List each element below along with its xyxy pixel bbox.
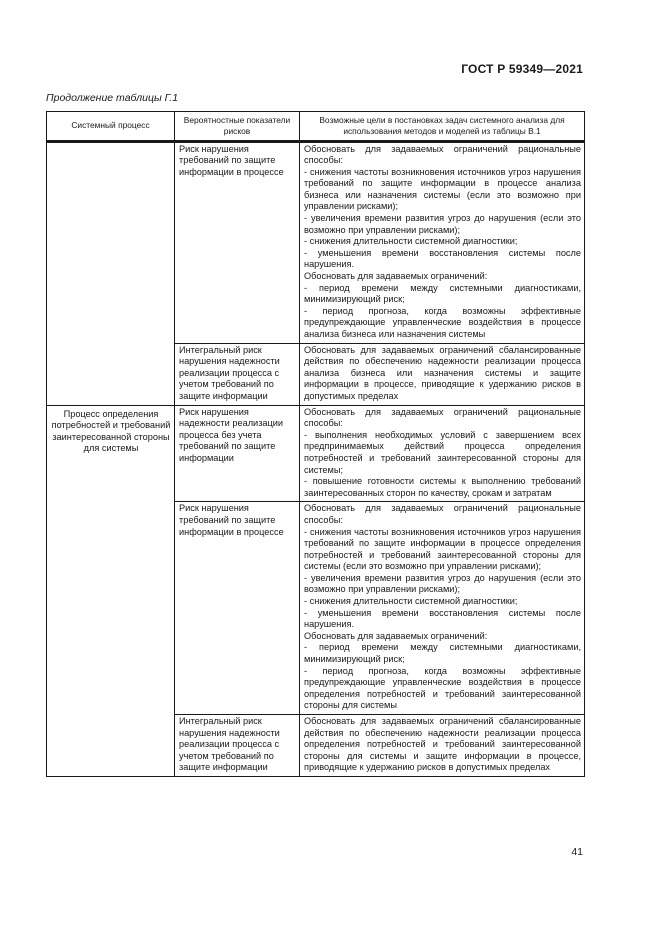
risk-cell: Риск нарушения требований по защите информации в процессе xyxy=(175,502,300,715)
goal-cell: Обосновать для задаваемых ограничений рациональные способы: - выполнения необходимых условий с завершением всех предпринимаемых действий процесса определения потребностей и требований заинтересованной стороны для системы; - повышение готовности системы к выполнению требований заинтересованных сторон по качеству, срокам и затратам xyxy=(300,405,585,502)
goal-cell: Обосновать для задаваемых ограничений рациональные способы: - снижения частоты возникновения источников угроз нарушения требований по защите информации в процессе анализа бизнеса или назначения системы (если это возможно при управлении рисками); - увеличения времени развития угроз до нарушения (если это возможно при управлении рисками); - снижения длительности системной диагностики; - уменьшения времени восстановления системы после нарушения. Обосновать для задаваемых ограничений: - период времени между системными диагностиками, минимизирующий риск; - период прогноза, когда возможны эффективные предупреждающие управленческие воздействия в процессе анализа бизнеса или назначения системы xyxy=(300,142,585,343)
goal-cell: Обосновать для задаваемых ограничений сбалансированные действия по обеспечению надежности реализации процесса определения потребностей и требований заинтересованной стороны для системы и защите информации в процессе, приводящие к удержанию рисков в допустимых пределах xyxy=(300,715,585,777)
table-continuation-caption: Продолжение таблицы Г.1 xyxy=(46,92,179,104)
risk-cell: Интегральный риск нарушения надежности реализации процесса с учетом требований по защите информации xyxy=(175,343,300,405)
standard-header: ГОСТ Р 59349—2021 xyxy=(461,62,583,76)
column-header-goals: Возможные цели в постановках задач системного анализа для использования методов и моделей из таблицы В.1 xyxy=(300,112,585,141)
column-header-risk: Вероятностные показатели рисков xyxy=(175,112,300,141)
table-row xyxy=(47,142,585,343)
page-number: 41 xyxy=(571,846,583,858)
goal-cell: Обосновать для задаваемых ограничений рациональные способы: - снижения частоты возникновения источников угроз нарушения требований по защите информации в процессе определения потребностей и требований заинтересованной стороны для системы (если это возможно при управлении рисками); - увеличения времени развития угроз до нарушения (если это возможно при управлении рисками); - снижения длительности системной диагностики; - уменьшения времени восстановления системы после нарушения. Обосновать для задаваемых ограничений: - период времени между системными диагностиками, минимизирующий риск; - период прогноза, когда возможны эффективные предупреждающие управленческие воздействия в процессе определения потребностей и требований заинтересованной стороны для системы xyxy=(300,502,585,715)
risk-cell: Риск нарушения требований по защите информации в процессе xyxy=(175,142,300,343)
column-header-process: Системный процесс xyxy=(47,112,175,141)
risk-cell: Интегральный риск нарушения надежности реализации процесса с учетом требований по защите информации xyxy=(175,715,300,777)
risk-table xyxy=(46,111,585,777)
table-row xyxy=(47,405,585,502)
goal-cell: Обосновать для задаваемых ограничений сбалансированные действия по обеспечению надежности реализации процесса анализа бизнеса или назначения системы и защите информации в процессе, приводящие к удержанию рисков в допустимых пределах xyxy=(300,343,585,405)
process-cell xyxy=(47,142,175,405)
risk-cell: Риск нарушения надежности реализации процесса без учета требований по защите информации xyxy=(175,405,300,502)
process-cell: Процесс определения потребностей и требований заинтересованной стороны для системы xyxy=(47,405,175,776)
